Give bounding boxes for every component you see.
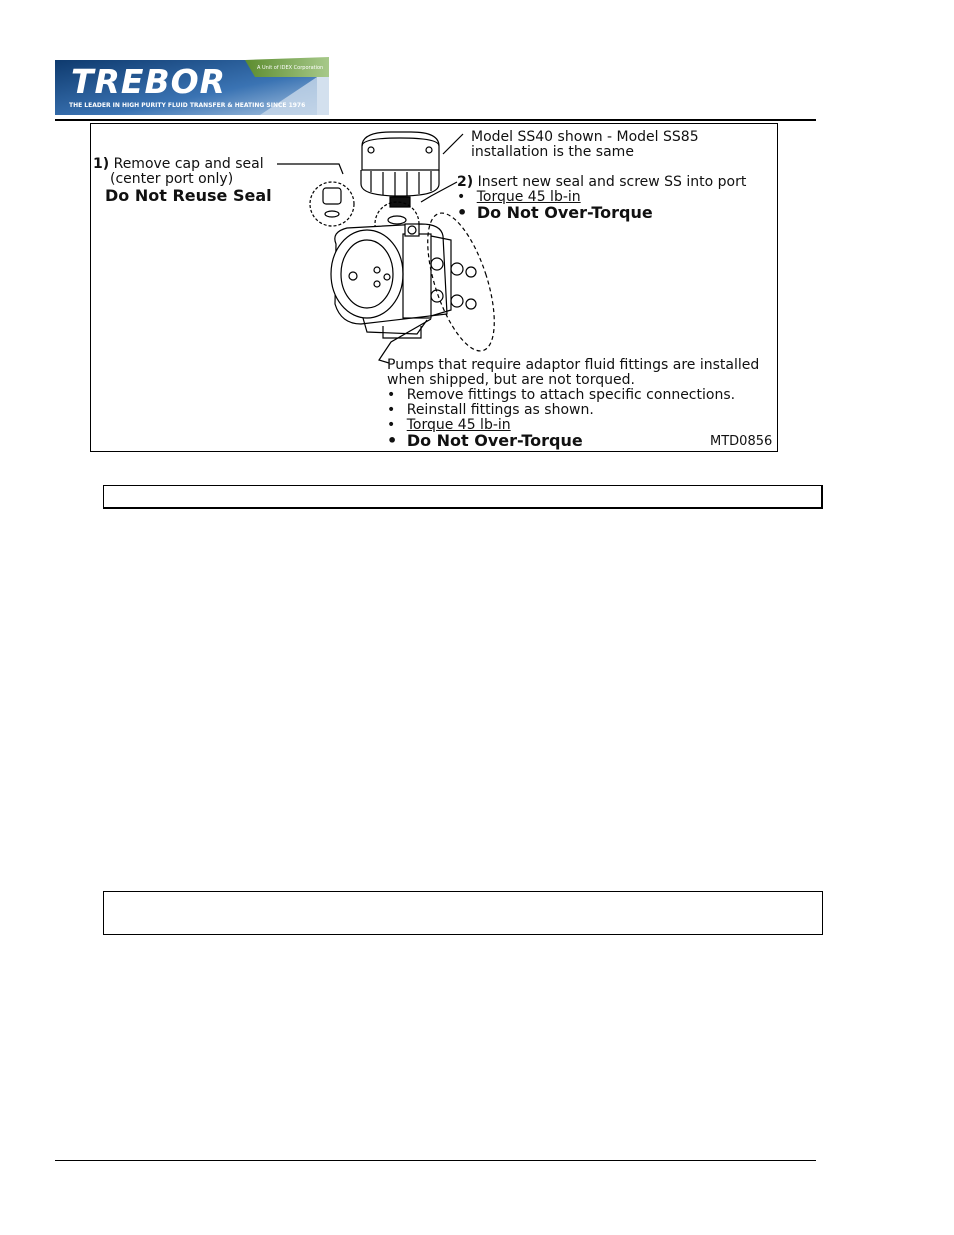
step1-number: 1): [93, 156, 110, 172]
logo-tagline: THE LEADER IN HIGH PURITY FLUID TRANSFER & HEATING SINCE 1976: [69, 102, 306, 109]
fittings-bullet2-text: Reinstall fittings as shown.: [406, 402, 594, 418]
step1-text: Remove cap and seal: [113, 156, 264, 172]
note-box: [103, 891, 823, 935]
fittings-bullet1: [387, 388, 735, 403]
model-note-line1: Model SS40 shown - Model SS85: [471, 129, 699, 145]
fittings-bullet1-text: Remove fittings to attach specific connections.: [406, 387, 736, 403]
footer-rule: [55, 1160, 816, 1161]
logo-badge: A Unit of IDEX Corporation: [257, 65, 324, 71]
pump-body-drawing: [331, 224, 451, 338]
fittings-bullet4: [387, 432, 583, 450]
leader-line-model: [443, 134, 463, 154]
step1-warning: Do Not Reuse Seal: [105, 186, 272, 205]
step2-text: Insert new seal and screw SS into port: [477, 174, 747, 190]
leader-line-step1: [277, 164, 343, 174]
step2-number: 2): [457, 174, 474, 190]
fittings-line1: Pumps that require adaptor fluid fittings are installed: [387, 357, 760, 373]
step1-line1: [93, 157, 264, 172]
model-note-line2: installation is the same: [471, 144, 634, 160]
logo-wordmark: TREBOR: [71, 62, 227, 101]
trebor-logo: [55, 57, 329, 115]
step2-torque: Torque 45 lb-in: [476, 189, 581, 205]
bullet-icon: •: [387, 387, 396, 403]
fittings-torque: Torque 45 lb-in: [406, 417, 511, 433]
bullet-icon: •: [457, 203, 468, 222]
step2-warning: Do Not Over-Torque: [476, 203, 653, 222]
bullet-icon: •: [387, 431, 398, 450]
step2-bullet2: [457, 204, 653, 222]
step2-line1: [457, 175, 746, 190]
fittings-line2: when shipped, but are not torqued.: [387, 372, 635, 388]
step1-line2: (center port only): [110, 171, 234, 187]
caption-box: [103, 485, 823, 509]
fittings-warning: Do Not Over-Torque: [406, 431, 583, 450]
bullet-icon: •: [457, 189, 466, 205]
fittings-bullet2: [387, 403, 594, 418]
logo-graphic: [55, 57, 329, 115]
installation-figure: [90, 123, 778, 452]
header-rule: [55, 119, 816, 121]
sensor-module-drawing: [361, 132, 439, 207]
bullet-icon: •: [387, 402, 396, 418]
bullet-icon: •: [387, 417, 396, 433]
figure-code: MTD0856: [710, 434, 773, 449]
